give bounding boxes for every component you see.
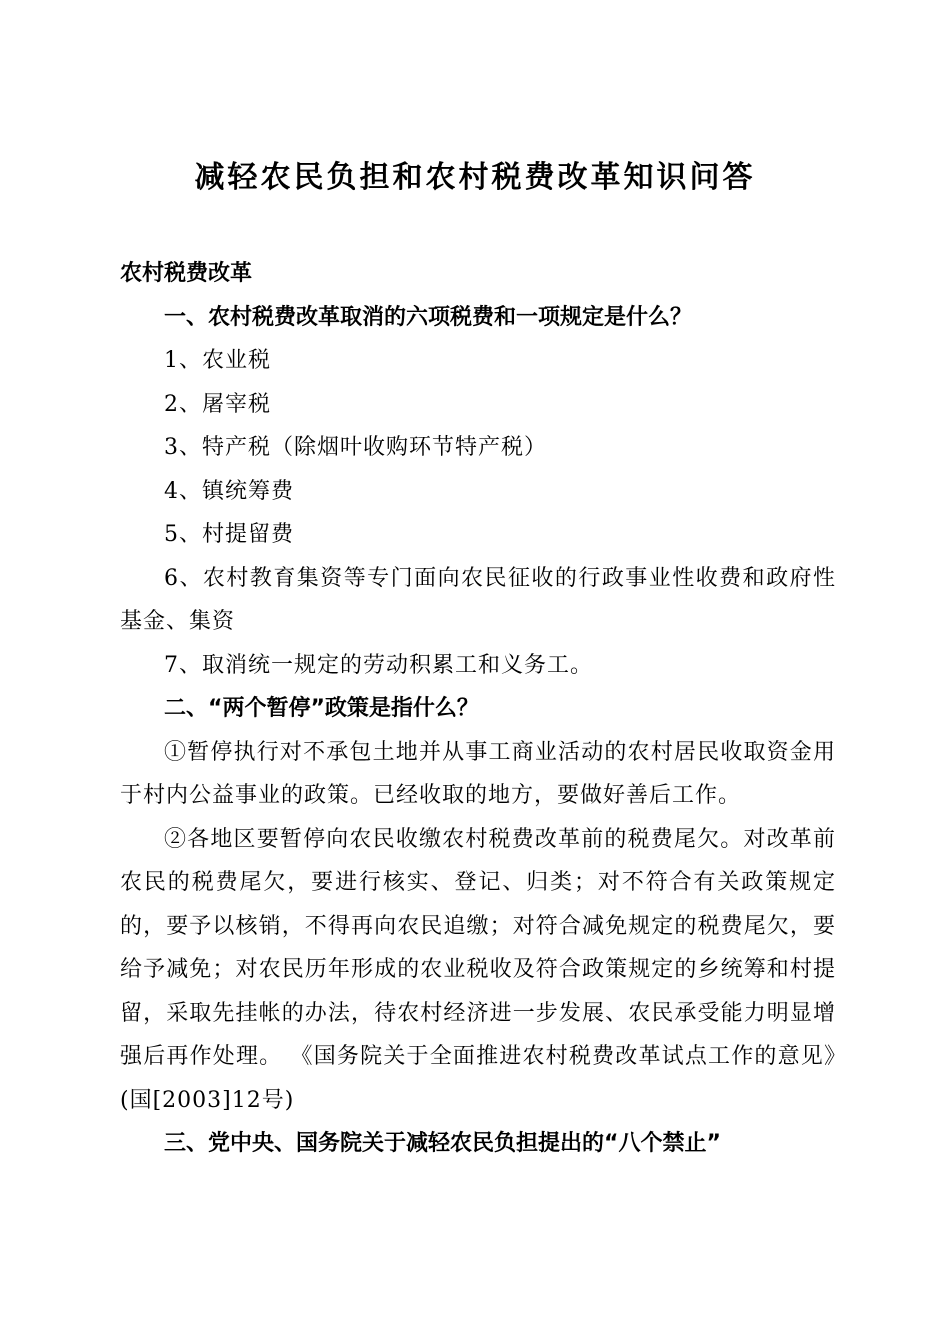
question-1: 一、农村税费改革取消的六项税费和一项规定是什么？ [164, 304, 693, 330]
list-item: 6、农村教育集资等专门面向农民征收的行政事业性收费和政府性基金、集资 [120, 565, 836, 634]
list-item: 7、取消统一规定的劳动积累工和义务工。 [164, 652, 593, 678]
document-title: 减轻农民负担和农村税费改革知识问答 [194, 160, 756, 195]
question-2: 二、“两个暂停”政策是指什么？ [164, 696, 479, 721]
paragraph: ①暂停执行对不承包土地并从事工商业活动的农村居民收取资金用于村内公益事业的政策。已经收取的地方，要做好善后工作。 [120, 739, 836, 808]
list-item: 1、农业税 [164, 348, 271, 373]
list-item: 4、镇统筹费 [164, 478, 294, 504]
question-3: 三、党中央、国务院关于减轻农民负担提出的“八个禁止” [164, 1131, 721, 1156]
list-item: 3、特产税（除烟叶收购环节特产税） [164, 435, 547, 460]
section-heading: 农村税费改革 [120, 261, 253, 286]
list-item: 2、屠宰税 [164, 391, 271, 417]
list-item: 5、村提留费 [164, 522, 294, 547]
paragraph: ②各地区要暂停向农民收缴农村税费改革前的税费尾欠。对改革前农民的税费尾欠，要进行核实、登记、归类；对不符合有关政策规定的，要予以核销，不得再向农民追缴；对符合减免规定的税费尾欠，要给予减免；对农民历年形成的农业税收及符合政策规定的乡统筹和村提留，采取先挂帐的办法，待农村经济进一步发展、农民承受能力明显增强后再作处理。 《国务院关于全面推进农村税费改革试点工作的意见》(国[2003]12号) [120, 826, 836, 1113]
document-body [120, 252, 836, 1166]
